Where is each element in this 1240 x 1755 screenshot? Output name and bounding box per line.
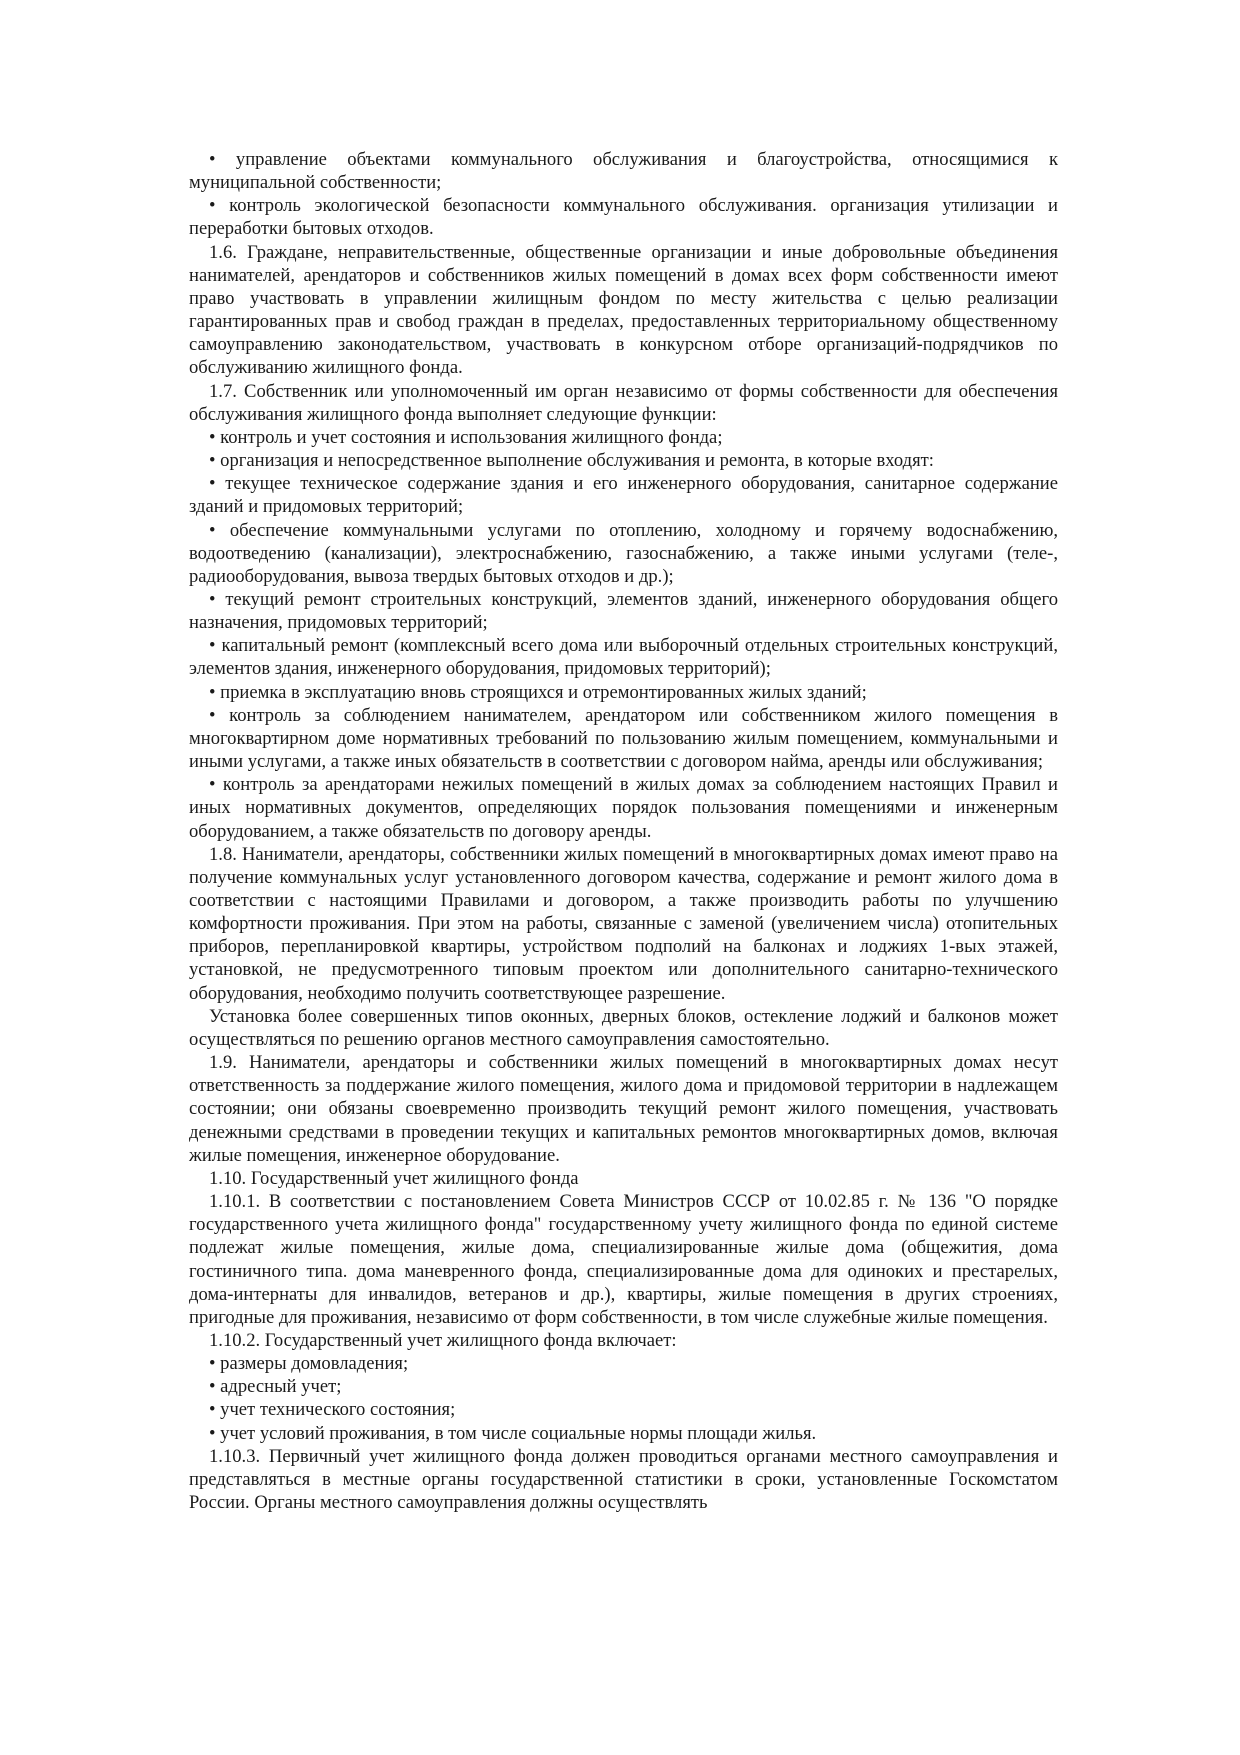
paragraph-bullet-organization: • организация и непосредственное выполнение обслуживания и ремонта, в которые входят: bbox=[209, 450, 934, 472]
paragraph-1-10-3: 1.10.3. Первичный учет жилищного фонда должен проводиться органами местного самоуправления и представляться в местные органы государственной статистики в сроки, установленные Госкомстатом России. Органы местного самоуправления должны осуществлять bbox=[189, 1445, 1058, 1514]
paragraph-windows-installation: Установка более совершенных типов оконных, дверных блоков, остекление лоджий и балконов может осуществляться по решению органов местного самоуправления самостоятельно. bbox=[189, 1005, 1058, 1050]
paragraph-bullet-municipal-management: • управление объектами коммунального обслуживания и благоустройства, относящимися к муниципальной собственности; bbox=[189, 149, 1058, 194]
paragraph-1-10-2: 1.10.2. Государственный учет жилищного фонда включает: bbox=[209, 1329, 677, 1351]
paragraph-bullet-acceptance: • приемка в эксплуатацию вновь строящихся и отремонтированных жилых зданий; bbox=[209, 681, 867, 703]
paragraph-1-7: 1.7. Собственник или уполномоченный им орган независимо от формы собственности для обеспечения обслуживания жилищного фонда выполняет следующие функции: bbox=[189, 380, 1058, 425]
paragraph-bullet-capital-repair: • капитальный ремонт (комплексный всего дома или выборочный отдельных строительных конструкций, элементов здания, инженерного оборудования, придомовых территорий); bbox=[189, 635, 1058, 680]
paragraph-bullet-nonresidential-control: • контроль за арендаторами нежилых помещений в жилых домах за соблюдением настоящих Правил и иных нормативных документов, определяющих порядок пользования помещениями и инженерным оборудованием, а также обязательств по договору аренды. bbox=[189, 774, 1058, 842]
paragraph-bullet-living-conditions: • учет условий проживания, в том числе социальные нормы площади жилья. bbox=[209, 1422, 817, 1444]
paragraph-1-10-heading: 1.10. Государственный учет жилищного фонда bbox=[209, 1167, 579, 1189]
document-page bbox=[189, 148, 1058, 1514]
paragraph-bullet-technical-maintenance: • текущее техническое содержание здания и его инженерного оборудования, санитарное содержание зданий и придомовых территорий; bbox=[189, 473, 1058, 518]
paragraph-1-9: 1.9. Наниматели, арендаторы и собственники жилых помещений в многоквартирных домах несут ответственность за поддержание жилого помещения, жилого дома и придомовой территории в надлежащем состоянии; они обязаны своевременно производить текущий ремонт жилого помещения, участвовать денежными средствами в проведении текущих и капитальных ремонтов многоквартирных домов, включая жилые помещения, инженерное оборудование. bbox=[189, 1052, 1058, 1166]
paragraph-bullet-technical-state: • учет технического состояния; bbox=[209, 1399, 456, 1421]
paragraph-bullet-address-accounting: • адресный учет; bbox=[209, 1376, 342, 1398]
paragraph-bullet-tenant-control: • контроль за соблюдением нанимателем, арендатором или собственником жилого помещения в многоквартирном доме нормативных требований по пользованию жилым помещением, коммунальными и иными услугами, а также иных обязательств в соответствии с договором найма, аренды или обслуживания; bbox=[189, 704, 1058, 773]
paragraph-1-6: 1.6. Граждане, неправительственные, общественные организации и иные добровольные объединения нанимателей, арендаторов и собственников жилых помещений в домах всех форм собственности имеют право участвовать в управлении жилищным фондом по месту жительства с целью реализации гарантированных прав и свобод граждан в пределах, предоставленных территориальному общественному самоуправлению законодательством, участвовать в конкурсном отборе организаций-подрядчиков по обслуживанию жилищного фонда. bbox=[189, 241, 1058, 379]
paragraph-bullet-utilities: • обеспечение коммунальными услугами по отоплению, холодному и горячему водоснабжению, водоотведению (канализации), электроснабжению, газоснабжению, а также иными услугами (теле-, радиооборудования, вывоза твердых бытовых отходов и др.); bbox=[189, 519, 1058, 587]
paragraph-bullet-control-accounting: • контроль и учет состояния и использования жилищного фонда; bbox=[209, 426, 723, 448]
paragraph-bullet-ecology-control: • контроль экологической безопасности коммунального обслуживания. организация утилизации и переработки бытовых отходов. bbox=[189, 195, 1058, 240]
paragraph-1-10-1: 1.10.1. В соответствии с постановлением Совета Министров СССР от 10.02.85 г. № 136 "О порядке государственного учета жилищного фонда" государственному учету жилищного фонда по единой системе подлежат жилые помещения, жилые дома, специализированные жилые дома (общежития, дома гостиничного типа. дома маневренного фонда, специализированные дома для одиноких и престарелых, дома-интернаты для инвалидов, ветеранов и др.), квартиры, жилые помещения в других строениях, пригодные для проживания, независимо от форм собственности, в том числе служебные жилые помещения. bbox=[189, 1191, 1058, 1328]
paragraph-bullet-current-repair: • текущий ремонт строительных конструкций, элементов зданий, инженерного оборудования общего назначения, придомовых территорий; bbox=[189, 588, 1058, 634]
paragraph-1-8: 1.8. Наниматели, арендаторы, собственники жилых помещений в многоквартирных домах имеют право на получение коммунальных услуг установленного договором качества, содержание и ремонт жилого дома в соответствии с настоящими Правилами и договором, а также производить работы по улучшению комфортности проживания. При этом на работы, связанные с заменой (увеличением числа) отопительных приборов, перепланировкой квартиры, устройством подполий на балконах и лоджиях 1-вых этажей, установкой, не предусмотренного типовым проектом или дополнительного санитарно-технического оборудования, необходимо получить соответствующее разрешение. bbox=[189, 843, 1058, 1004]
paragraph-bullet-household-size: • размеры домовладения; bbox=[209, 1353, 409, 1375]
